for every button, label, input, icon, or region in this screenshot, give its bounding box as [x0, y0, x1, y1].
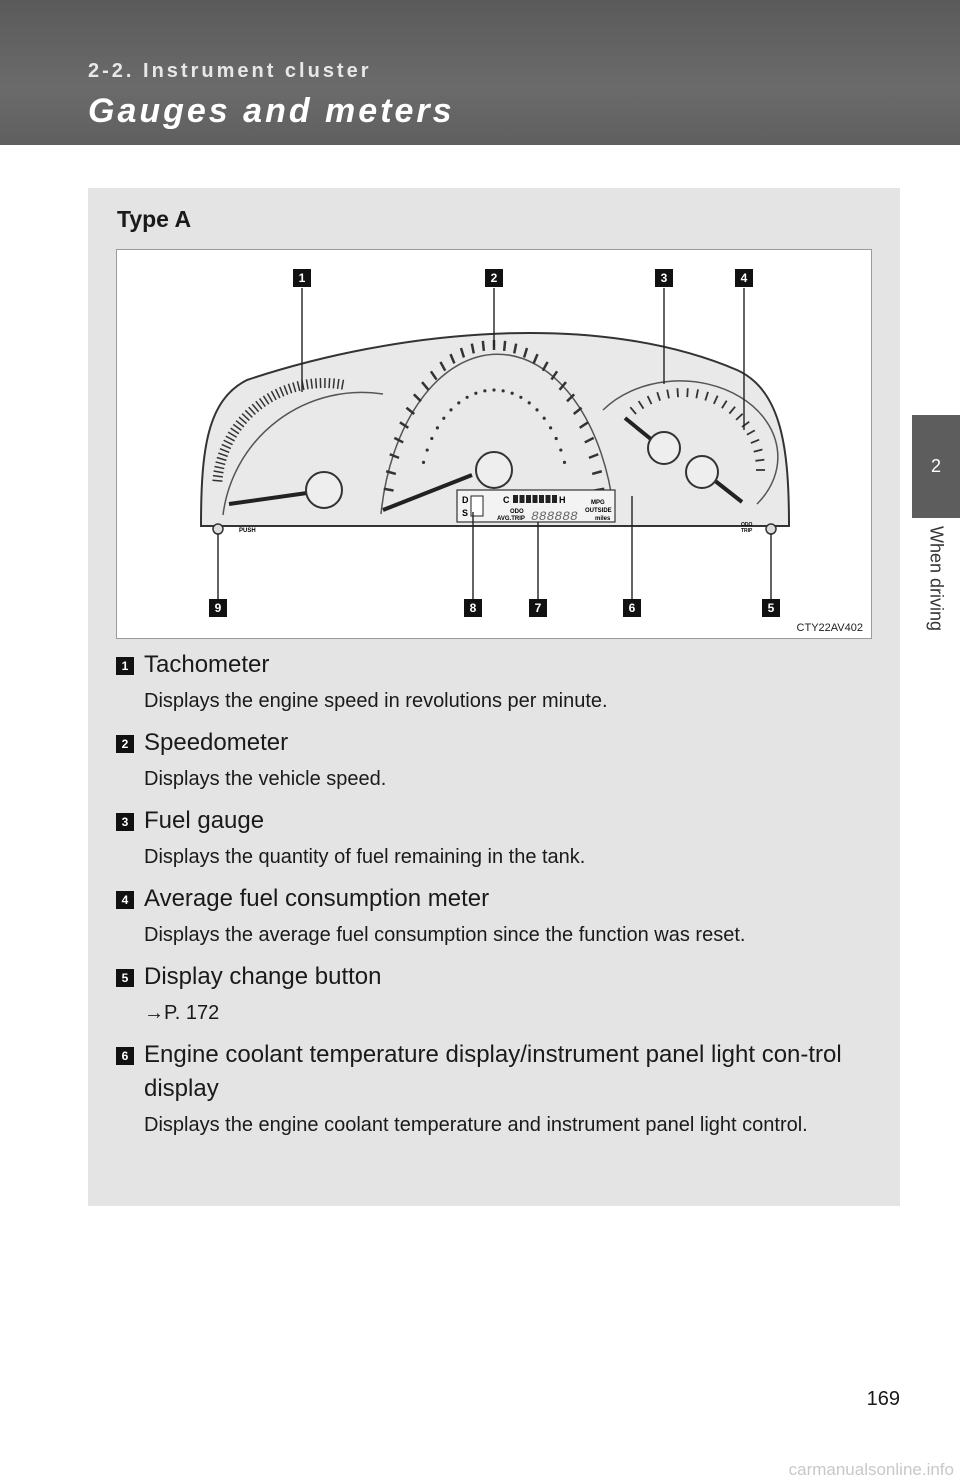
- item-heading: [116, 804, 868, 838]
- gear-s: S: [462, 508, 469, 518]
- item-title: Speedometer: [144, 729, 289, 756]
- miles-label: miles: [595, 516, 611, 522]
- explanation-item: [116, 960, 868, 1028]
- item-description: Displays the vehicle speed.: [144, 768, 387, 790]
- odo-trip-left-button: [213, 524, 223, 534]
- speed-dot: [426, 448, 429, 451]
- average-fuel-hub: [686, 456, 718, 488]
- speed-dot: [466, 396, 469, 399]
- callout-number: 2: [490, 271, 498, 285]
- speed-dot: [511, 392, 514, 395]
- figure-code: CTY22AV402: [796, 622, 863, 634]
- item-title: Average fuel consumption meter: [144, 885, 490, 912]
- item-number-badge: 3: [116, 813, 134, 831]
- tick-mark: [687, 388, 688, 397]
- tick-mark: [677, 388, 678, 397]
- speed-dot: [422, 461, 425, 464]
- item-title: Engine coolant temperature display/instrument panel light con-trol display: [144, 1041, 842, 1102]
- item-number-badge: 2: [116, 735, 134, 753]
- odo-display-label: ODO: [510, 509, 524, 515]
- explanation-item: [116, 726, 868, 794]
- item-list: [116, 648, 868, 1150]
- chapter-tab-number[interactable]: 2: [912, 415, 960, 518]
- tachometer-hub: [306, 472, 342, 508]
- speed-dot: [555, 437, 558, 440]
- display-change-button: [766, 524, 776, 534]
- temperature-bar: [533, 495, 538, 503]
- tick-mark: [384, 489, 394, 491]
- item-number-badge: 6: [116, 1047, 134, 1065]
- item-heading: [116, 882, 868, 916]
- speed-dot: [543, 417, 546, 420]
- item-title: Display change button: [144, 963, 382, 990]
- instrument-cluster-illustration: [117, 250, 873, 640]
- page-title: Gauges and meters: [88, 92, 455, 130]
- temperature-bar: [520, 495, 525, 503]
- speed-dot: [474, 392, 477, 395]
- item-number-badge: 4: [116, 891, 134, 909]
- temperature-bar: [539, 495, 544, 503]
- page-number: 169: [866, 1388, 900, 1410]
- item-heading: [116, 1038, 868, 1106]
- speed-dot: [528, 401, 531, 404]
- type-label: Type A: [117, 206, 192, 232]
- avg-trip-label: AVG.TRIP: [497, 516, 525, 522]
- item-number-badge: 1: [116, 657, 134, 675]
- tick-mark: [755, 460, 764, 461]
- callout-number: 8: [469, 601, 477, 615]
- item-title: Fuel gauge: [144, 807, 265, 834]
- tick-mark: [333, 378, 334, 388]
- chapter-tab-label[interactable]: [912, 518, 960, 678]
- temperature-bar: [513, 495, 518, 503]
- speed-dot: [442, 417, 445, 420]
- speed-dot: [483, 389, 486, 392]
- callout-number: 4: [740, 271, 748, 285]
- temp-h: H: [559, 495, 566, 505]
- tick-mark: [483, 341, 484, 351]
- trip-label-right: TRIP: [741, 528, 753, 534]
- temperature-bar: [552, 495, 557, 503]
- speedometer-hub: [476, 452, 512, 488]
- item-heading: [116, 960, 868, 994]
- callout-number: 3: [660, 271, 668, 285]
- tick-mark: [212, 480, 222, 481]
- tick-mark: [316, 378, 317, 388]
- item-title: Tachometer: [144, 651, 270, 678]
- chapter-header: [0, 0, 960, 145]
- speed-dot: [457, 401, 460, 404]
- tick-mark: [504, 341, 505, 351]
- mpg-label: MPG: [591, 500, 605, 506]
- callout-number: 7: [534, 601, 542, 615]
- item-heading: [116, 726, 868, 760]
- speed-dot: [519, 396, 522, 399]
- item-heading: [116, 648, 868, 682]
- speed-dot: [430, 437, 433, 440]
- chapter-tab-text: When driving: [926, 526, 947, 632]
- item-description: Displays the quantity of fuel remaining in the tank.: [144, 846, 586, 868]
- explanation-item: [116, 1038, 868, 1140]
- item-description: Displays the average fuel consumption since the function was reset.: [144, 924, 746, 946]
- speed-dot: [449, 408, 452, 411]
- tick-mark: [329, 378, 330, 388]
- explanation-item: [116, 882, 868, 950]
- outside-label: OUTSIDE: [585, 508, 612, 514]
- odo-label-right: ODO: [741, 522, 753, 528]
- item-number-badge: 5: [116, 969, 134, 987]
- temperature-bar: [546, 495, 551, 503]
- speed-dot: [436, 426, 439, 429]
- speed-dot: [559, 448, 562, 451]
- coolant-temperature-bars: [513, 495, 557, 503]
- callout-number: 9: [214, 601, 222, 615]
- item-description: Displays the engine speed in revolutions per minute.: [144, 690, 608, 712]
- item-description[interactable]: →P. 172: [144, 1002, 220, 1024]
- instrument-cluster-figure: [116, 249, 872, 639]
- fuel-gauge-hub: [648, 432, 680, 464]
- speed-dot: [549, 426, 552, 429]
- speed-dot: [492, 388, 495, 391]
- temp-c: C: [503, 495, 510, 505]
- gear-d: D: [462, 495, 469, 505]
- temperature-bar: [526, 495, 531, 503]
- callout-number: 5: [767, 601, 775, 615]
- speed-dot: [563, 461, 566, 464]
- explanation-item: [116, 648, 868, 716]
- speed-dot: [502, 389, 505, 392]
- item-description: Displays the engine coolant temperature and instrument panel light control.: [144, 1114, 808, 1136]
- callout-number: 6: [628, 601, 636, 615]
- odometer-digits: 888888: [531, 509, 578, 524]
- callout-number: 1: [298, 271, 306, 285]
- explanation-item: [116, 804, 868, 872]
- section-heading: 2-2. Instrument cluster: [88, 60, 372, 82]
- watermark: carmanualsonline.info: [788, 1460, 954, 1479]
- push-label: PUSH: [239, 528, 256, 534]
- speed-dot: [535, 408, 538, 411]
